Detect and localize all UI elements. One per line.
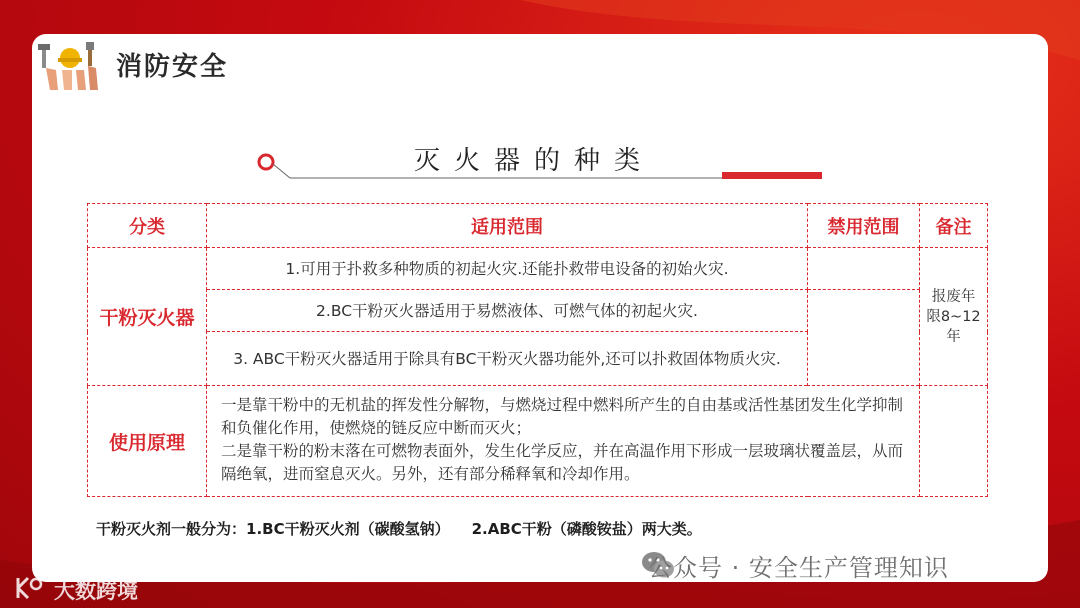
brand-logo-icon bbox=[14, 574, 44, 602]
note-empty-cell bbox=[920, 386, 988, 497]
prohibited-cell bbox=[808, 248, 920, 290]
scope-item-1: 1.可用于扑救多种物质的初起火灾.还能扑救带电设备的初始火灾. bbox=[207, 248, 808, 290]
principle-paragraph-1: 一是靠干粉中的无机盐的挥发性分解物，与燃烧过程中燃料所产生的自由基或活性基团发生化学抑制和负催化作用，使燃烧的链反应中断而灭火； bbox=[221, 396, 904, 437]
scope-item-2: 2.BC干粉灭火器适用于易燃液体、可燃气体的初起火灾. bbox=[207, 290, 808, 332]
category-principle: 使用原理 bbox=[88, 386, 207, 497]
header-title: 消防安全 bbox=[116, 52, 229, 82]
scope-item-3: 3. ABC干粉灭火器适用于除具有BC干粉灭火器功能外,还可以扑救固体物质火灾. bbox=[207, 332, 808, 386]
header-scope: 适用范围 bbox=[207, 204, 808, 248]
header-category: 分类 bbox=[88, 204, 207, 248]
prohibited-cell bbox=[808, 290, 920, 386]
principle-cell bbox=[207, 386, 920, 497]
footer-part-1: 干粉灭火剂一般分为：1.BC干粉灭火剂（碳酸氢钠） bbox=[96, 520, 450, 538]
workers-tools-icon bbox=[36, 40, 104, 92]
table-row bbox=[88, 290, 988, 332]
extinguisher-table bbox=[87, 203, 988, 497]
section-subtitle: 灭火器的种类 bbox=[414, 146, 655, 176]
table-header-row bbox=[88, 204, 988, 248]
footer-part-2: 2.ABC干粉（磷酸铵盐）两大类。 bbox=[471, 520, 702, 538]
brand-logo-text: 大数跨境 bbox=[54, 579, 138, 603]
footer-summary bbox=[96, 518, 702, 539]
watermark-text: 公众号 · 安全生产管理知识 bbox=[648, 554, 949, 582]
table-row bbox=[88, 386, 988, 497]
category-dry-powder: 干粉灭火器 bbox=[88, 248, 207, 386]
note-cell: 报废年限8~12年 bbox=[920, 248, 988, 386]
subtitle-banner bbox=[254, 140, 826, 184]
table-row bbox=[88, 248, 988, 290]
header-prohibited: 禁用范围 bbox=[808, 204, 920, 248]
header-note: 备注 bbox=[920, 204, 988, 248]
principle-paragraph-2: 二是靠干粉的粉末落在可燃物表面外，发生化学反应，并在高温作用下形成一层玻璃状覆盖层，从而隔绝氧，进而窒息灭火。另外，还有部分稀释氧和冷却作用。 bbox=[221, 442, 904, 483]
